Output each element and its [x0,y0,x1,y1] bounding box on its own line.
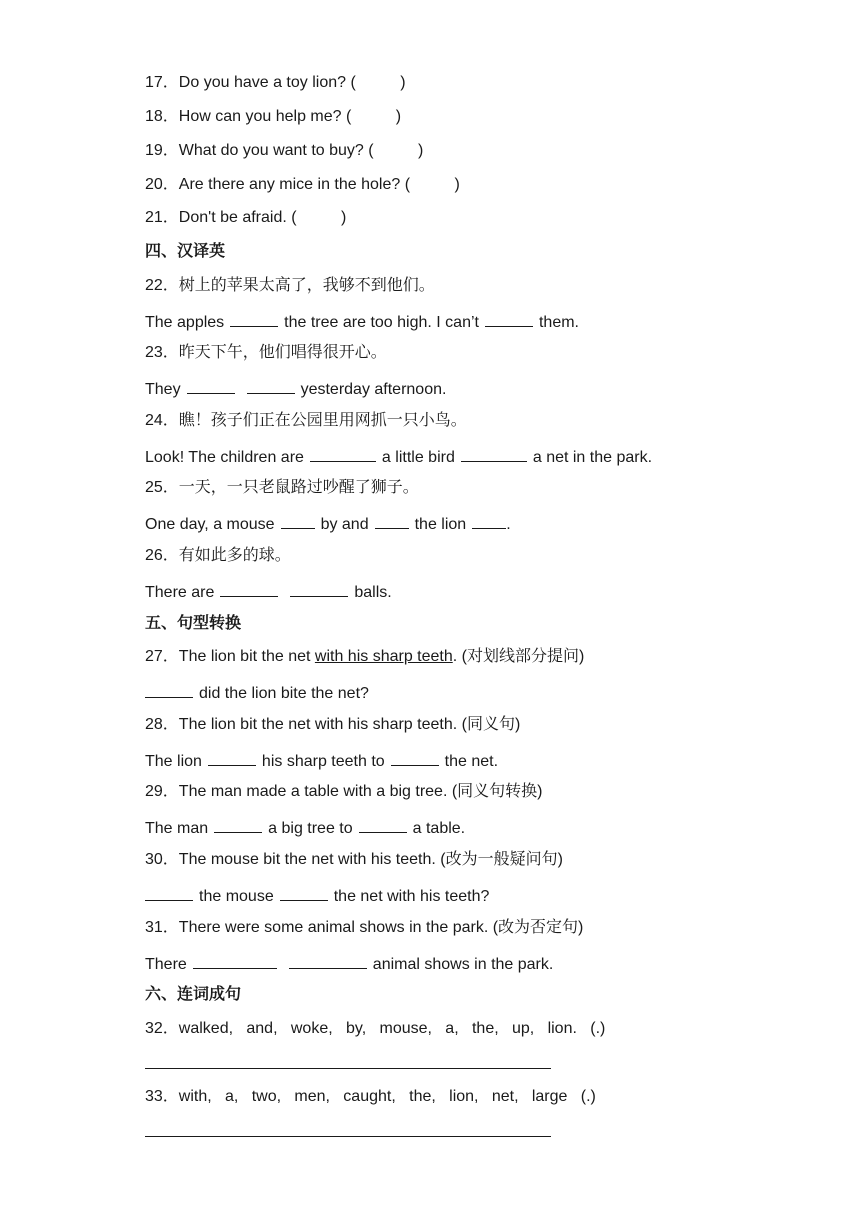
q28-part-1: The lion [145,753,202,770]
q22-blank-1[interactable] [230,310,278,327]
question-24-english [145,445,652,468]
q25-part-2: by and [320,516,369,533]
q29-blank-1[interactable] [214,816,262,833]
q31-part-2: animal shows in the park. [372,956,554,973]
question-32: 32．walked, and, woke, by, mouse, a, the, up, lion. (.) [145,1020,606,1037]
q22-part-3: them. [538,314,579,331]
question-20: 20．Are there any mice in the hole? ( ) [145,176,460,193]
q27-answer-text: did the lion bite the net? [199,685,369,702]
q23-blank-2[interactable] [247,377,295,394]
section-6-heading: 六、连词成句 [145,986,242,1003]
question-22-english [145,310,579,333]
question-31: 31．There were some animal shows in the park. (改为否定句) [145,919,584,936]
question-27 [145,647,584,667]
q29-part-2: a big tree to [268,820,353,837]
q28-part-2: his sharp teeth to [261,753,385,770]
q24-part-3: a net in the park. [532,449,653,466]
q25-blank-1[interactable] [281,512,315,529]
q27-pre: 27．The lion bit the net [145,648,315,665]
q22-part-2: the tree are too high. I can’t [284,314,479,331]
q24-part-1: Look! The children are [145,449,304,466]
q27-post: . (对划线部分提问) [452,648,585,665]
q25-blank-3[interactable] [472,512,506,529]
q25-blank-2[interactable] [375,512,409,529]
question-23-english [145,377,446,400]
question-25-chinese: 25．一天，一只老鼠路过吵醒了狮子。 [145,479,419,496]
q30-blank-2[interactable] [280,884,328,901]
question-26-english [145,580,392,603]
question-22-chinese: 22．树上的苹果太高了，我够不到他们。 [145,277,435,294]
q30-part-2: the net with his teeth? [333,888,490,905]
question-17: 17．Do you have a toy lion? ( ) [145,74,406,91]
question-27-answer [145,681,369,704]
q26-part-2: balls. [354,584,392,601]
q29-part-3: a table. [412,820,466,837]
section-4-heading: 四、汉译英 [145,243,226,260]
question-28-answer [145,749,498,772]
question-28: 28．The lion bit the net with his sharp teeth. (同义句) [145,716,521,733]
question-18: 18．How can you help me? ( ) [145,108,402,125]
q33-answer-line[interactable] [145,1136,551,1137]
question-26-chinese: 26．有如此多的球。 [145,547,291,564]
q22-part-1: The apples [145,314,225,331]
q30-part-1: the mouse [199,888,274,905]
q27-underlined: with his sharp teeth [314,648,453,665]
q24-blank-2[interactable] [461,445,527,462]
q28-part-3: the net. [444,753,499,770]
q29-blank-2[interactable] [359,816,407,833]
q29-part-1: The man [145,820,209,837]
q23-blank-1[interactable] [187,377,235,394]
q24-blank-1[interactable] [310,445,376,462]
q23-part-2: yesterday afternoon. [300,381,447,398]
q28-blank-2[interactable] [391,749,439,766]
q23-part-1: They [145,381,181,398]
q31-blank-1[interactable] [193,952,277,969]
q27-blank-1[interactable] [145,681,193,698]
q25-part-1: One day, a mouse [145,516,275,533]
q24-part-2: a little bird [381,449,455,466]
q25-part-3: the lion [414,516,467,533]
question-29-answer [145,816,465,839]
q28-blank-1[interactable] [208,749,256,766]
q30-blank-1[interactable] [145,884,193,901]
question-30: 30．The mouse bit the net with his teeth. (改为一般疑问句) [145,851,563,868]
q26-blank-1[interactable] [220,580,278,597]
q31-part-1: There [145,956,187,973]
question-33: 33．with, a, two, men, caught, the, lion, net, large (.) [145,1088,596,1105]
q26-blank-2[interactable] [290,580,348,597]
section-5-heading: 五、句型转换 [145,615,242,632]
q25-part-4: . [506,516,511,533]
question-31-answer [145,952,553,975]
question-19: 19．What do you want to buy? ( ) [145,142,424,159]
question-29: 29．The man made a table with a big tree. (同义句转换) [145,783,543,800]
question-21: 21．Don't be afraid. ( ) [145,209,347,226]
question-25-english [145,512,511,535]
q32-answer-line[interactable] [145,1068,551,1069]
q22-blank-2[interactable] [485,310,533,327]
question-30-answer [145,884,489,907]
q31-blank-2[interactable] [289,952,367,969]
q26-part-1: There are [145,584,215,601]
question-23-chinese: 23．昨天下午，他们唱得很开心。 [145,344,387,361]
question-24-chinese: 24．瞧！孩子们正在公园里用网抓一只小鸟。 [145,412,467,429]
